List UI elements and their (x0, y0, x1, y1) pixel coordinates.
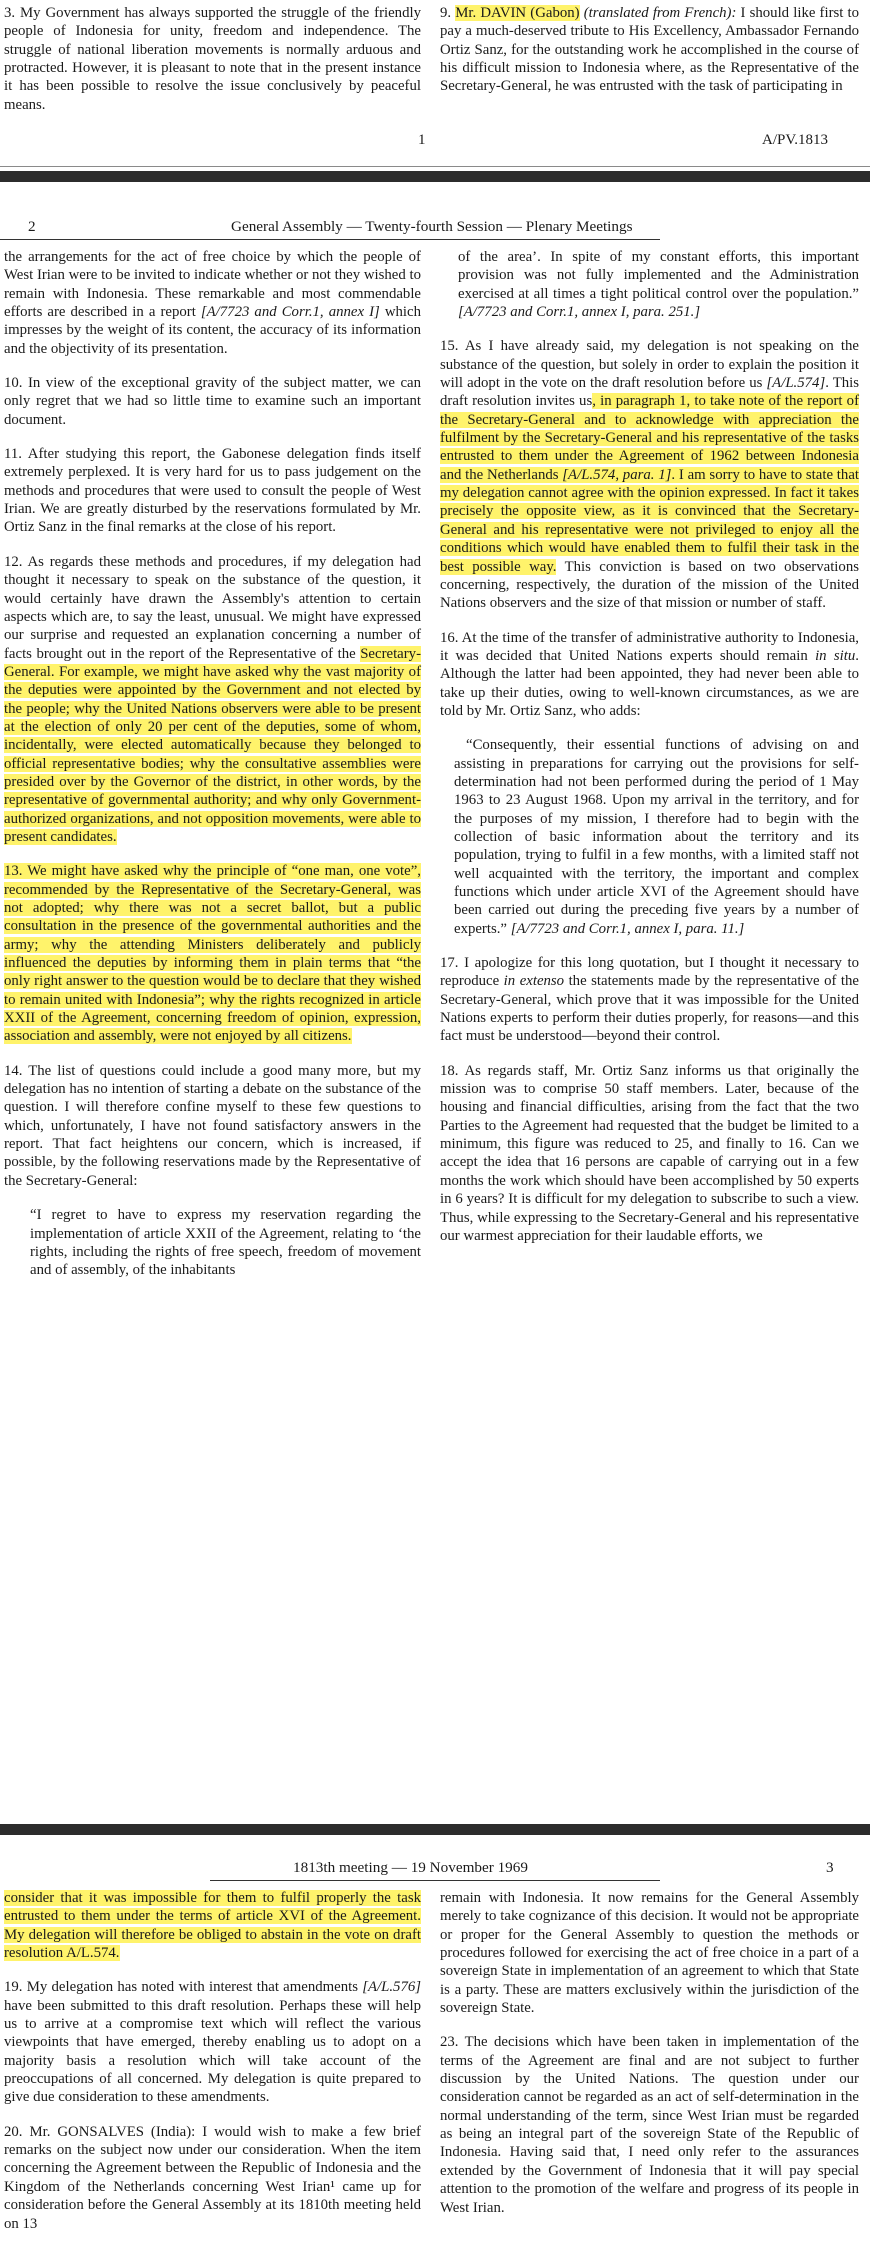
page-number: 2 (28, 218, 36, 235)
paragraph-12: 12. As regards these methods and procedures, if my delegation had thought it necessary to speak on the substance of the question, it would certainly have drawn the Assembly's attention to certain aspects which are, to say the least, unusual. We might have expressed our surprise and requested an explanation concerning a number of facts brought out in the report of the Representative of the Secretary-General. For example, we might have asked why the vast majority of the deputies were appointed by the Government and not elected by the people; why the United Nations observers were able to be present at the election of only 20 per cent of the deputies, some of whom, incidentally, were elected automatically because they belonged to official representative bodies; why the consultative assemblies were presided over by the Governor of the district, in other words, by the representative of governmental authority; and why only Government-authorized organizations, and not opposition movements, were able to present candidates. (4, 553, 421, 845)
page-separator (0, 1824, 870, 1835)
page-number: 1 (418, 132, 426, 148)
paragraph-14: 14. The list of questions could include a good many more, but my delegation has no intention of starting a debate on the substance of the question. I will therefore confine myself to these few questions to which, unfortunately, I have not found satisfactory answers in the report. That fact heightens our concern, which is increased, if possible, by the following reservations made by the Representative of the Secretary-General: (4, 1062, 421, 1189)
translation-note: (translated from French): (583, 5, 737, 21)
paragraph-20: 20. Mr. GONSALVES (India): I would wish to make a few brief remarks on the subject now under our consideration. When the item concerning the Agreement between the Republic of Indonesia and the Kingdom of the Netherlands concerning West Irian¹ came up for consideration before the General Assembly at its 1810th meeting held on 13 (4, 2123, 421, 2232)
paragraph-22-continued: remain with Indonesia. It now remains for the General Assembly merely to take cognizance of this decision. It would not be appropriate or proper for the General Assembly to question the methods or procedures followed for exercising the act of free choice in a part of a sovereign State in implementation of an agreement to which that State is a party. These are matters exclusively within the jurisdiction of the sovereign State. (440, 1890, 859, 2017)
paragraph-10: 10. In view of the exceptional gravity of the subject matter, we can only regret that we had so little time to examine such an important document. (4, 375, 421, 428)
running-header: 1813th meeting — 19 November 1969 (293, 1859, 528, 1876)
paragraph-23: 23. The decisions which have been taken in implementation of the terms of the Agreement are final and are not subject to further discussion by the United Nations. The question under our consideration cannot be regarded as an act of self-determination in the normal understanding of the term, since West Irian must be regarded as being an integral part of the sovereign State of the Republic of Indonesia. Having said that, I need only refer to the assurances extended by the Government of Indonesia that it will pay special attention to the promotion of the welfare and progress of its people in West Irian. (440, 2034, 859, 2216)
doc-reference: [A/L.574, para. 1] (562, 466, 672, 483)
quotation-continued: of the area’. In spite of my constant efforts, this important provision was not fully implemented and the Administration exercised at all times a tight political control over the population.” [A/7723 and Corr.1, annex I, para. 251.] (458, 249, 859, 321)
doc-reference: [A/7723 and Corr.1, annex I, para. 11.] (510, 920, 745, 937)
page-3-fragment (0, 1835, 870, 2232)
highlighted-text: all the conditions which would have enabled them to fulfil their task in the best possible way. (440, 521, 859, 575)
header-rule (0, 239, 660, 240)
doc-reference: [A/L.574] (766, 375, 826, 392)
highlighted-text: , in paragraph 1, to take note of the report of the Secretary-General and to acknowledge with appreciation the fulfilment by the Secretary-General and his representative of the tasks entrusted to them under the Agreement of 1962 between Indonesia and the Netherlands [A/L.574, para. 1]. I am sorry to have to state that my delegation cannot agree with the opinion expressed. In fact it takes precisely the opposite view, as it is convinced that the Secretary-General and his representative were not privileged to enjoy (440, 393, 859, 538)
page-3-right-column (438, 1889, 863, 2233)
paragraph-9-continued: the arrangements for the act of free choice by which the people of West Irian were to be invited to indicate whether or not they wished to remain with Indonesia. These remarkable and most commendable efforts are described in a report [A/7723 and Corr.1, annex I] which impresses by the weight of its content, the accuracy of its information and the objectivity of its presentation. (4, 249, 421, 357)
doc-reference: [A/7723 and Corr.1, annex I, para. 251.] (458, 304, 701, 321)
page-1-left-column (0, 4, 425, 130)
quotation: “Consequently, their essential functions of advising on and assisting in preparations for carrying out the provisions for self-determination had not been performed during the period of 1 May 1963 to 23 August 1968. Upon my arrival in the territory, and for the purposes of my mission, I therefore had to begin with the collection of basic information about the territory and its population, trying to fulfil in a few months, with a limited staff not well acquainted with the territory, the important and complex functions which under article XVI of the Agreement should have been carried out during the preceding five years by a number of experts.” [A/7723 and Corr.1, annex I, para. 11.] (454, 737, 859, 937)
paragraph-13 (4, 862, 421, 1045)
document-symbol: A/PV.1813 (762, 132, 828, 148)
paragraph-16: 16. At the time of the transfer of administrative authority to Indonesia, it was decided that United Nations experts should remain in situ. Although the latter had been appointed, they had never been able to take up their duties, owing to well-known circumstances, as we are told by Mr. Ortiz Sanz, who adds: (440, 629, 859, 719)
paragraph-18-continued (4, 1889, 421, 1962)
paragraph-11: 11. After studying this report, the Gabonese delegation finds itself extremely perplexed. It is very hard for us to pass judgement on the methods and procedures that were used to consult the people of West Irian. We are greatly disturbed by the reservations formulated by Mr. Ortiz Sanz in the final remarks at the close of his report. (4, 446, 421, 536)
page-1-right-column (438, 4, 863, 112)
paragraph-3: 3. My Government has always supported the struggle of the friendly people of Indonesia for unity, freedom and independence. The struggle of national liberation movements is normally arduous and protracted. However, it is pleasant to note that in the present instance it has been possible to resolve the issue conclusively by peaceful means. (4, 5, 421, 113)
doc-reference: [A/L.576] (362, 1979, 421, 1996)
paragraph-15: 15. As I have already said, my delegation is not speaking on the substance of the question, but solely in order to explain the position it will adopt in the vote on the draft resolution before us [A/L.574]. This draft resolution invites us, in paragraph 1, to take note of the report of the Secretary-General and to acknowledge with appreciation the fulfilment by the Secretary-General and his representative of the tasks entrusted to them under the Agreement of 1962 between Indonesia and the Netherlands [A/L.574, para. 1]. I am sorry to have to state that my delegation cannot agree with the opinion expressed. In fact it takes precisely the opposite view, as it is convinced that the Secretary-General and his representative were not privileged to enjoy all the conditions which would have enabled them to fulfil their task in the best possible way. This conviction is based on two observations concerning, respectively, the duration of the mission of the United Nations observers and the size of that mission or number of staff. (440, 338, 860, 612)
quotation: “I regret to have to express my reservation regarding the implementation of article XXII of the Agreement, relating to ‘the rights, including the rights of free speech, freedom of movement and of assembly, of the inhabitants (30, 1207, 421, 1279)
latin-term: in situ (815, 647, 856, 664)
page-2-left-column (0, 248, 425, 1296)
paragraph-19: 19. My delegation has noted with interest that amendments [A/L.576] have been submitted to this draft resolution. Perhaps these will help us to arrive at a compromise text which will reflect the various viewpoints that have emerged, thereby enabling us to adopt on a majority basis a resolution which will take account of the preoccupations of all concerned. My delegation is quite prepared to give due consideration to these amendments. (4, 1979, 421, 2106)
highlighted-text: consider that it was impossible for them to fulfil properly the task entrusted to them under the terms of article XVI of the Agreement. My delegation will therefore be obliged to abstain in the vote on draft resolution A/L.574. (4, 1890, 421, 1962)
paragraph-9: 9. Mr. DAVIN (Gabon) (translated from French): I should like first to pay a much-deserved tribute to His Excellency, Ambassador Fernando Ortiz Sanz, for the outstanding work he accomplished in the course of his difficult mission to Indonesia where, as the Representative of the Secretary-General, he was entrusted with the task of participating in (440, 5, 860, 95)
page-separator-thin (0, 166, 870, 167)
page-2 (0, 182, 870, 1824)
paragraph-18: 18. As regards staff, Mr. Ortiz Sanz informs us that originally the mission was to comprise 50 staff members. Later, because of the housing and financial difficulties, arising from the fact that the two Parties to the Agreement had requested that the budget be limited to a minimum, this figure was reduced to 25, and finally to 16. Can we accept the idea that 16 persons are capable of carrying out in a few months the work which should have been accomplished by 50 experts in 6 years? It is difficult for my delegation to subscribe to such a view. Thus, while expressing to the Secretary-General and his representative our warmest appreciation for their laudable efforts, we (440, 1062, 859, 1244)
highlighted-text: Secretary-General. For example, we might have asked why the vast majority of the deputies were appointed by the Government and not elected by the people; why the United Nations observers were able to be present at the election of only 20 per cent of the deputies, some of whom, incidentally, were elected automatically because they belonged to official representative bodies; why the consultative assemblies were presided over by the Governor of the district, in other words, by the representative of governmental authority; and why only Government-authorized organizations, and not opposition movements, were able to present candidates. (4, 645, 421, 845)
paragraph-17: 17. I apologize for this long quotation, but I thought it necessary to reproduce in extenso the statements made by the representative of the Secretary-General, which prove that it was impossible for the United Nations experts to perform their duties properly, for reasons—and this fact must be understood—beyond their control. (440, 955, 859, 1045)
page-separator (0, 171, 870, 182)
highlighted-text: 13. We might have asked why the principle of “one man, one vote”, recommended by the Representative of the Secretary-General, was not adopted; why there was not a secret ballot, but a public consultation in the presence of the governmental authorities and the army; why the attending Ministers deliberately and publicly influenced the deputies by informing them in plain terms that “the only right answer to the question would be to declare that they wished to remain united with Indonesia”; why the rights recognized in article XXII of the Agreement, concerning freedom of opinion, expression, association and assembly, were not enjoyed by all citizens. (4, 863, 421, 1045)
page-1-fragment (0, 0, 870, 162)
running-header: General Assembly — Twenty-fourth Session — Plenary Meetings (231, 218, 633, 235)
header-rule (210, 1880, 660, 1881)
page-number: 3 (826, 1859, 834, 1876)
latin-term: in extenso (503, 973, 565, 990)
speaker-name: Mr. DAVIN (Gabon) (455, 5, 580, 21)
doc-reference: [A/7723 and Corr.1, annex I] (200, 304, 380, 321)
page-3-left-column (0, 1889, 425, 2249)
page-2-right-column (438, 248, 863, 1261)
